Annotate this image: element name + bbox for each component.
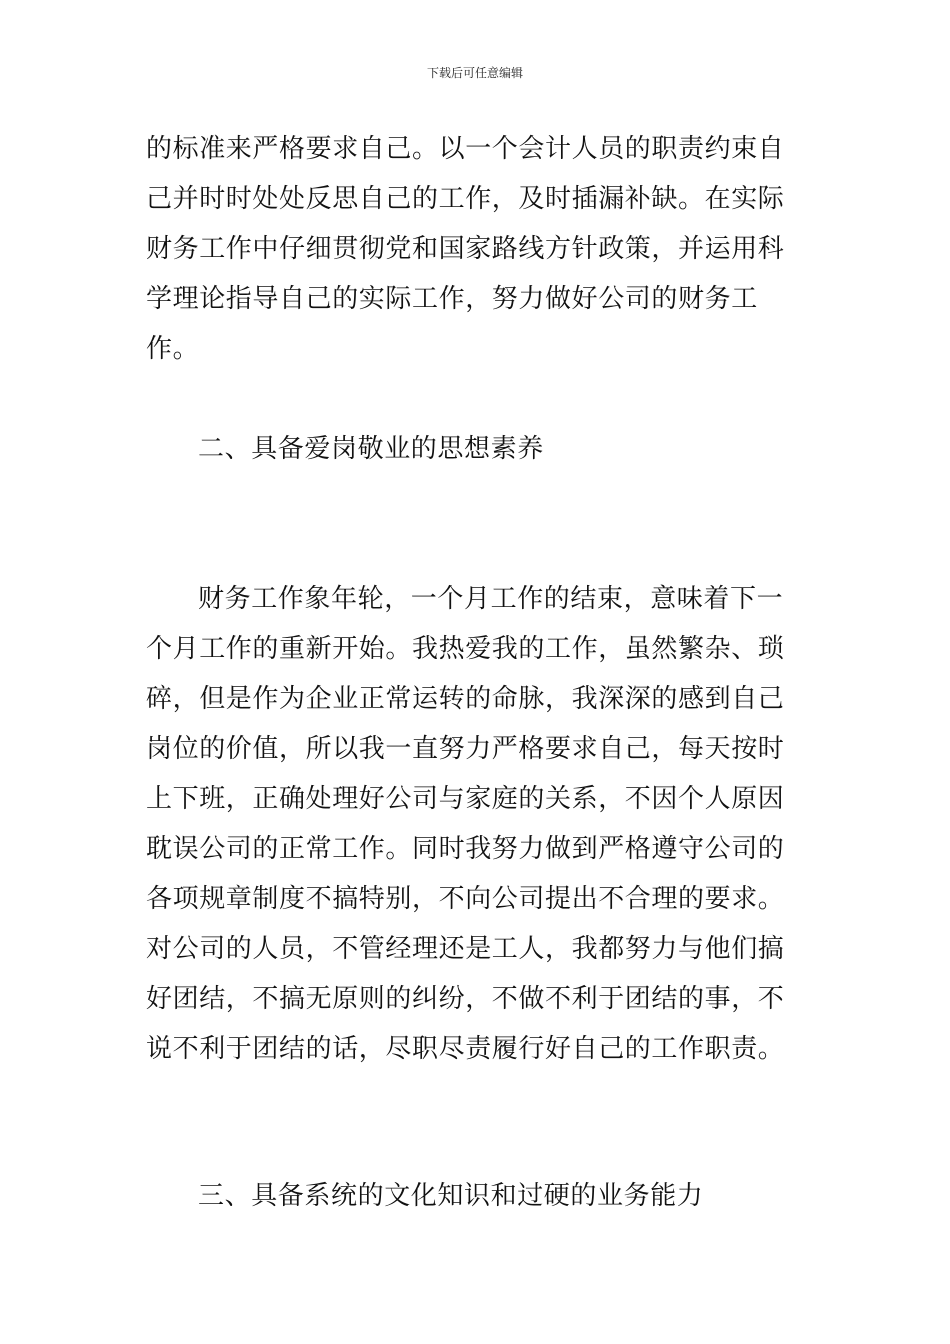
section-heading-2 <box>146 424 808 474</box>
paragraph-section-2 <box>146 574 808 1074</box>
paragraph-text: 财务工作象年轮，一个月工作的结束，意味着下一个月工作的重新开始。我热爱我的工作，虽然繁杂、琐碎，但是作为企业正常运转的命脉，我深深的感到自己岗位的价值，所以我一直努力严格要求自己，每天按时上下班，正确处理好公司与家庭的关系，不因个人原因耽误公司的正常工作。同时我努力做到严格遵守公司的各项规章制度不搞特别，不向公司提出不合理的要求。对公司的人员，不管经理还是工人，我都努力与他们搞好团结，不搞无原则的纠纷，不做不利于团结的事，不说不利于团结的话，尽职尽责履行好自己的工作职责。 <box>146 584 785 1064</box>
section-heading-3 <box>146 1171 808 1221</box>
section-heading-text: 三、具备系统的文化知识和过硬的业务能力 <box>198 1181 704 1211</box>
paragraph-continuation <box>146 124 808 374</box>
section-heading-text: 二、具备爱岗敬业的思想素养 <box>198 434 544 464</box>
paragraph-text: 的标准来严格要求自己。以一个会计人员的职责约束自己并时时处处反思自己的工作，及时插漏补缺。在实际财务工作中仔细贯彻党和国家路线方针政策，并运用科学理论指导自己的实际工作，努力做好公司的财务工作。 <box>146 134 785 364</box>
page-header: 下载后可任意编辑 <box>426 66 523 80</box>
